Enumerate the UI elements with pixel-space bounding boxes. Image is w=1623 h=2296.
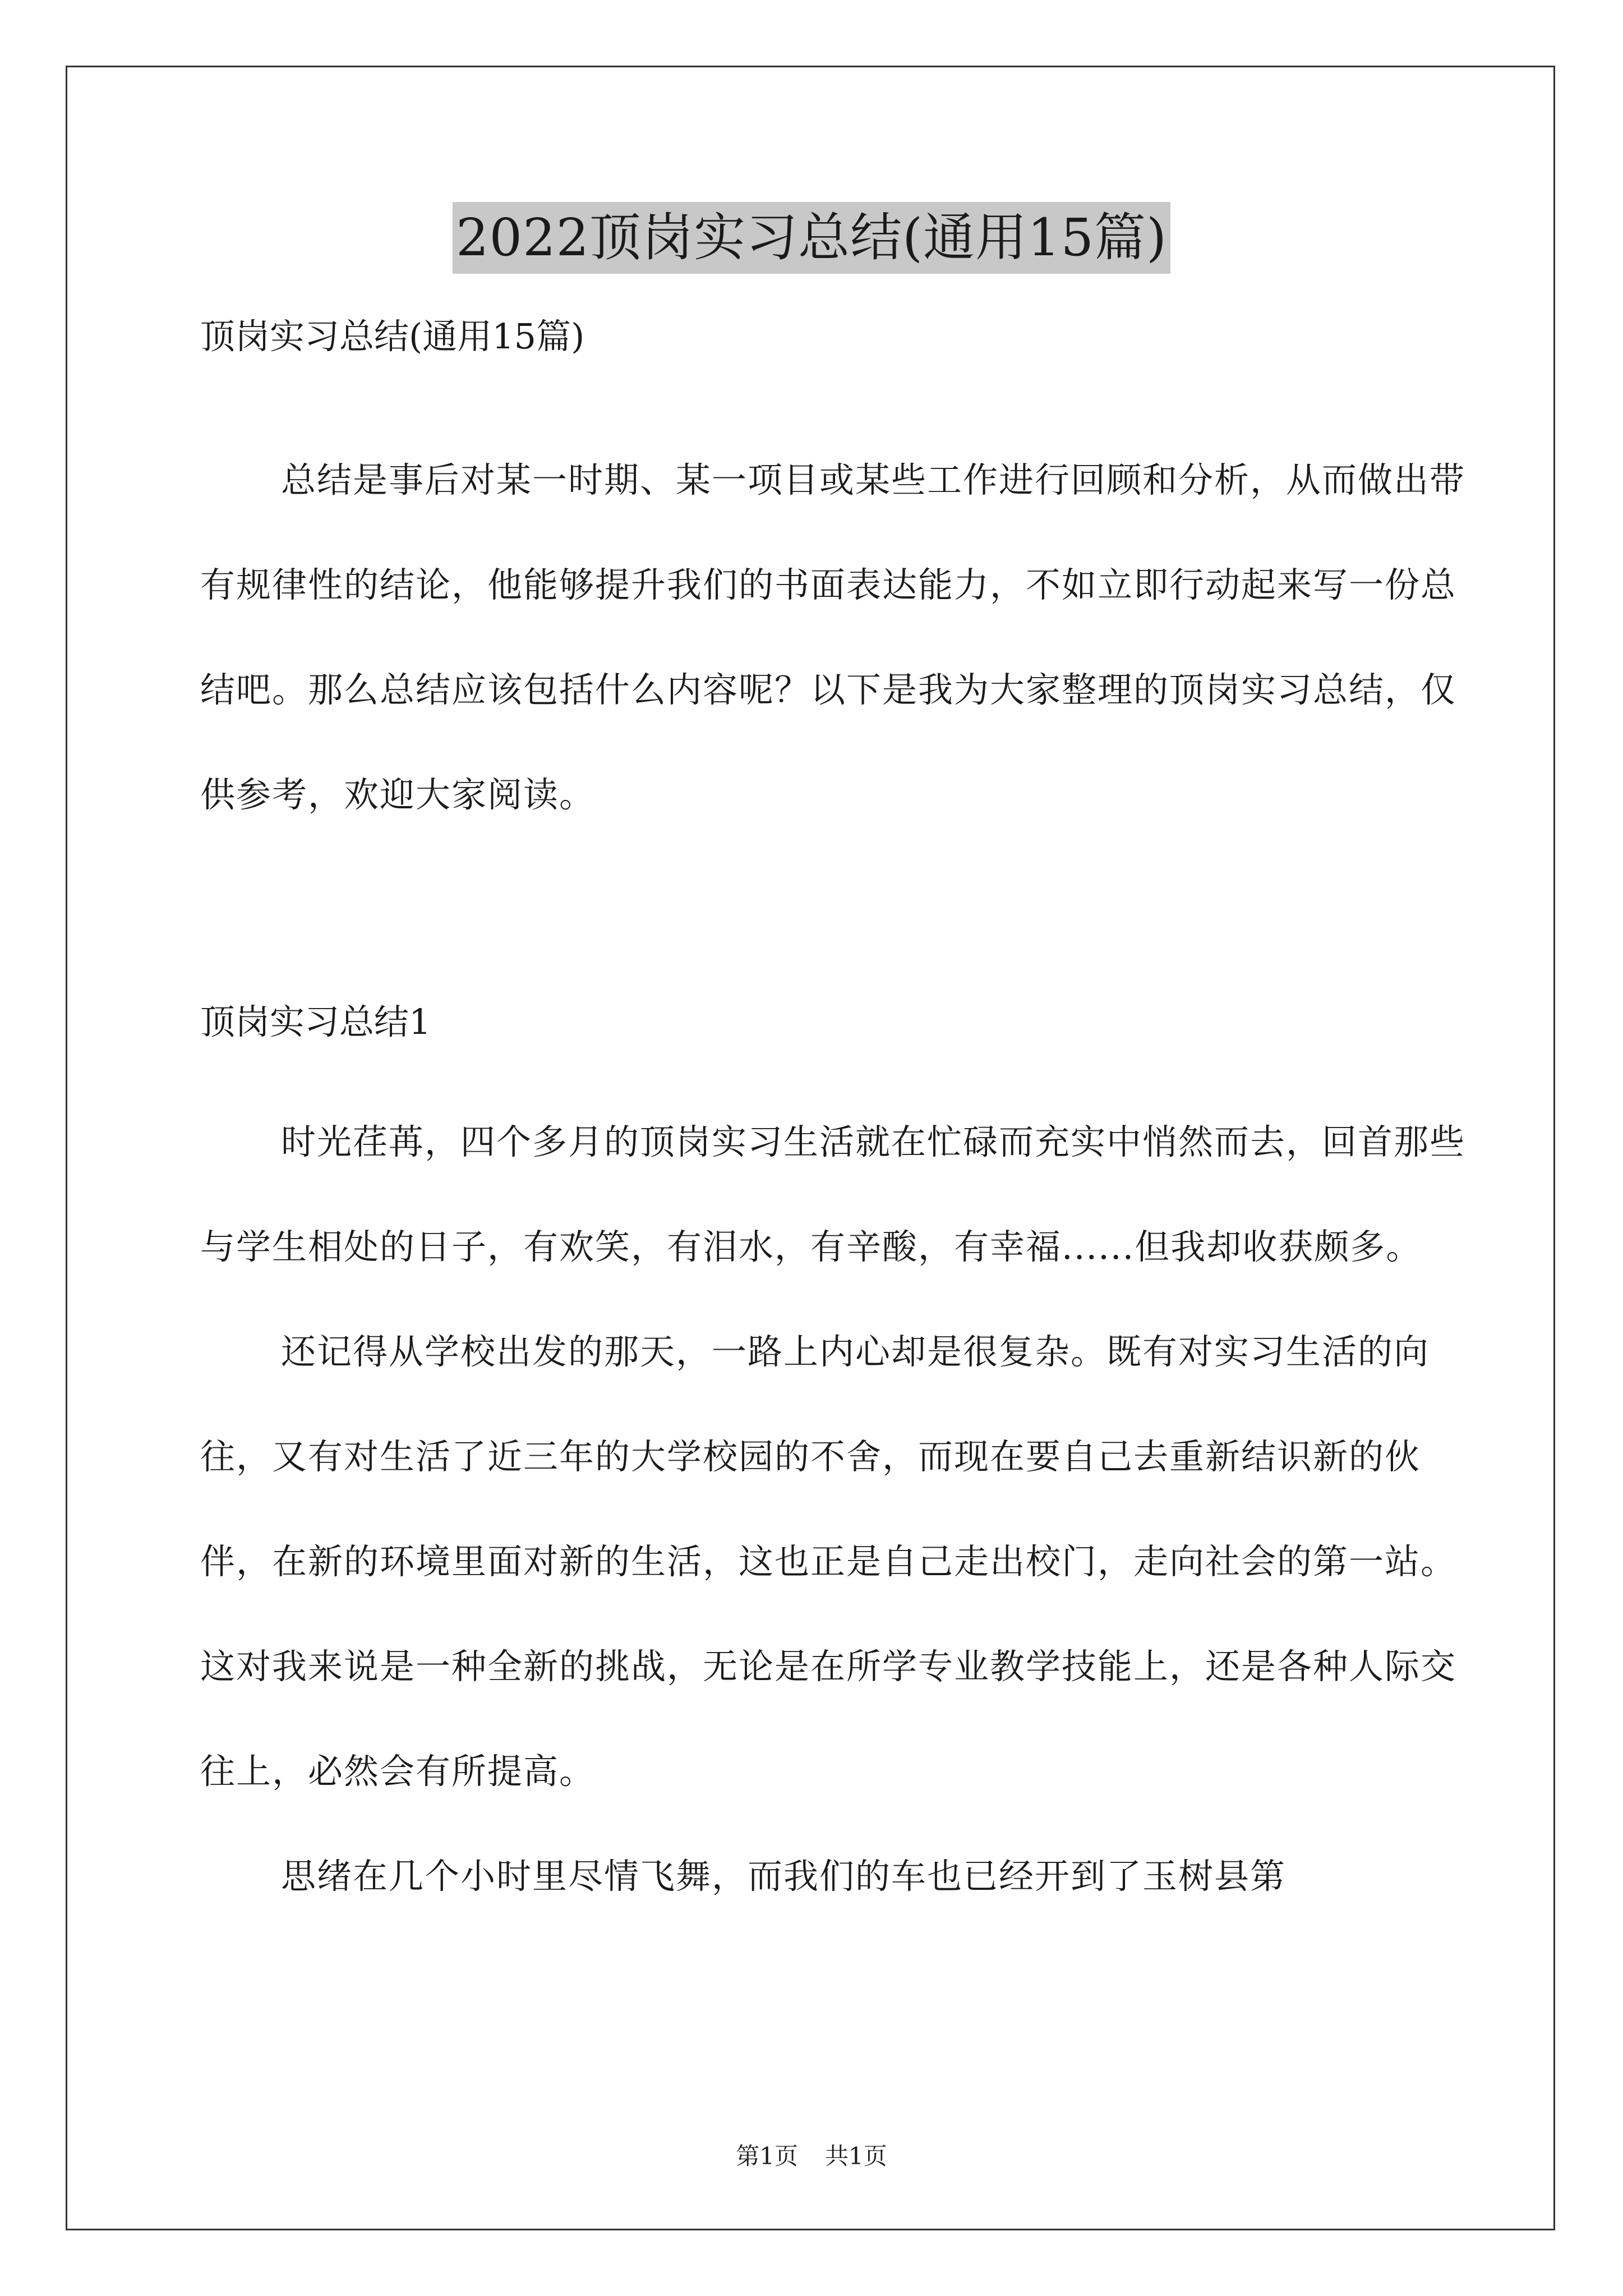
intro-block bbox=[200, 427, 1468, 847]
document-title-text: 2022顶岗实习总结(通用15篇) bbox=[453, 202, 1170, 274]
page-footer bbox=[0, 2141, 1623, 2172]
section-heading: 顶岗实习总结1 bbox=[200, 1001, 431, 1042]
document-subtitle: 顶岗实习总结(通用15篇) bbox=[200, 316, 585, 357]
page-number-current: 第1页 bbox=[736, 2142, 798, 2170]
body-paragraph-2: 还记得从学校出发的那天，一路上内心却是很复杂。既有对实习生活的向往，又有对生活了近三年的大学校园的不舍，而现在要自己去重新结识新的伙伴，在新的环境里面对新的生活，这也正是自己走出校门，走向社会的第一站。这对我来说是一种全新的挑战，无论是在所学专业教学技能上，还是各种人际交往上，必然会有所提高。 bbox=[200, 1331, 1457, 1792]
section-body bbox=[200, 1089, 1468, 1929]
page-number-total: 共1页 bbox=[825, 2142, 887, 2170]
intro-paragraph: 总结是事后对某一时期、某一项目或某些工作进行回顾和分析，从而做出带有规律性的结论，他能够提升我们的书面表达能力，不如立即行动起来写一份总结吧。那么总结应该包括什么内容呢？以下是我为大家整理的顶岗实习总结，仅供参考，欢迎大家阅读。 bbox=[200, 459, 1466, 815]
body-paragraph-3: 思绪在几个小时里尽情飞舞，而我们的车也已经开到了玉树县第 bbox=[281, 1856, 1287, 1897]
body-paragraph-1: 时光荏苒，四个多月的顶岗实习生活就在忙碌而充实中悄然而去，回首那些与学生相处的日子，有欢笑，有泪水，有辛酸，有幸福......但我却收获颇多。 bbox=[200, 1121, 1466, 1267]
document-title bbox=[0, 202, 1623, 274]
